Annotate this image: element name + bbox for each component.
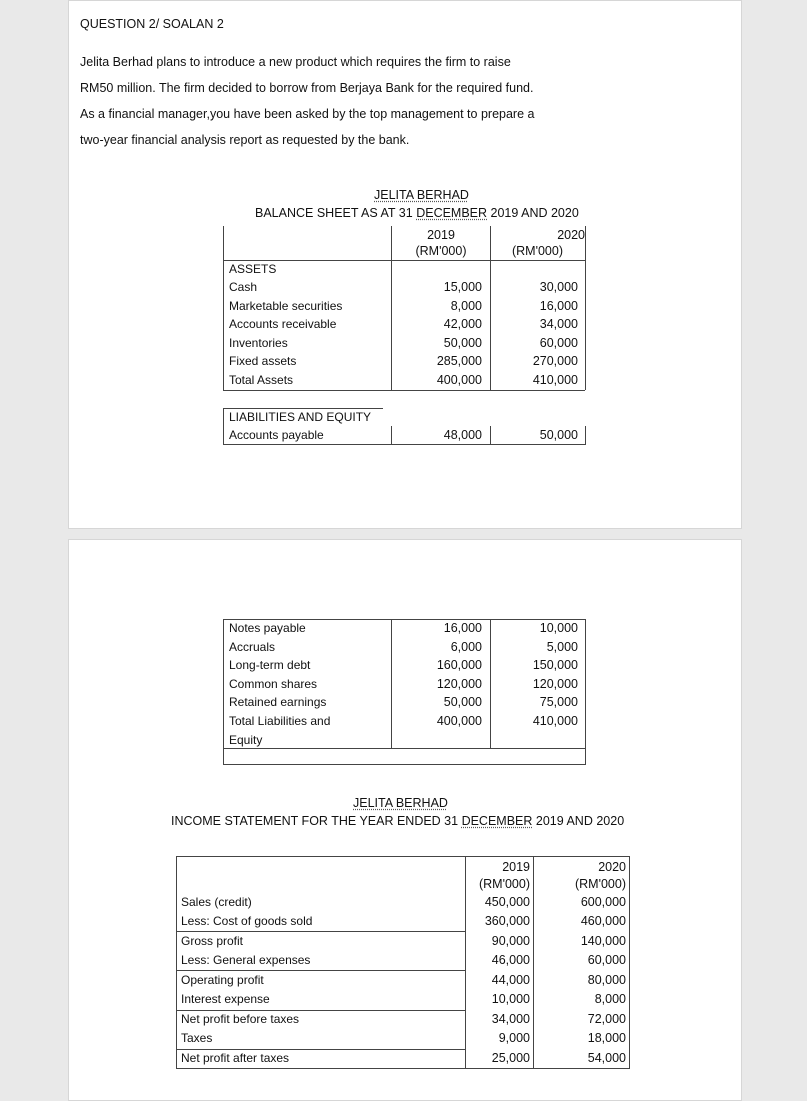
table-grid-line (490, 226, 491, 390)
is-row-label: Gross profit (181, 934, 244, 948)
bs-liab-row-label: Retained earnings (229, 695, 327, 709)
bs-asset-row-label: Total Assets (229, 373, 294, 387)
bs-liab-row-2020: 75,000 (539, 695, 578, 709)
table-grid-line (223, 390, 585, 391)
bs-asset-row-label: Marketable securities (229, 299, 343, 313)
table-grid-line (223, 444, 585, 445)
table-grid-line (176, 1049, 465, 1050)
bs-col-2020: 2020 (557, 228, 585, 242)
is-row-label: Net profit after taxes (181, 1051, 290, 1065)
is-row-2019: 9,000 (498, 1031, 530, 1045)
is-row-label: Taxes (181, 1031, 213, 1045)
bs-liab-row-label: Total Liabilities and (229, 714, 331, 728)
table-grid-line (490, 426, 491, 445)
is-row-2020: 8,000 (594, 992, 626, 1006)
bs-liab-row-2020: 150,000 (532, 658, 578, 672)
is-row-2019: 46,000 (491, 953, 530, 967)
bs-asset-row-2019: 8,000 (450, 299, 482, 313)
table-grid-line (629, 856, 630, 1069)
bs-asset-row-2020: 60,000 (539, 336, 578, 350)
is-row-label: Interest expense (181, 992, 270, 1006)
bs-asset-row-label: Cash (229, 280, 258, 294)
table-grid-line (223, 408, 224, 445)
is-col-2019: 2019 (502, 860, 530, 874)
bs-liab-row-2020: 410,000 (532, 714, 578, 728)
table-grid-line (391, 426, 392, 445)
is-row-2020: 18,000 (587, 1031, 626, 1045)
bs-accounts-payable-label: Accounts payable (229, 428, 324, 442)
document-page-1 (68, 0, 742, 529)
balance-sheet-company: JELITA BERHAD (374, 188, 469, 202)
bs-liab-row-label: Accruals (229, 640, 276, 654)
bs-asset-row-2019: 15,000 (443, 280, 482, 294)
table-grid-line (176, 856, 177, 1069)
is-row-2019: 360,000 (484, 914, 530, 928)
bs-liab-row-2020: 10,000 (539, 621, 578, 635)
is-row-2020: 54,000 (587, 1051, 626, 1065)
table-grid-line (223, 619, 585, 620)
table-grid-line (585, 619, 586, 765)
bs-asset-row-label: Fixed assets (229, 354, 297, 368)
is-row-label: Less: Cost of goods sold (181, 914, 313, 928)
is-row-2019: 44,000 (491, 973, 530, 987)
bs-liab-row-2020: 5,000 (546, 640, 578, 654)
is-row-2019: 450,000 (484, 895, 530, 909)
is-row-2019: 10,000 (491, 992, 530, 1006)
is-row-2020: 140,000 (580, 934, 626, 948)
bs-liab-row-2019: 50,000 (443, 695, 482, 709)
bs-asset-row-2020: 16,000 (539, 299, 578, 313)
table-grid-line (490, 619, 491, 748)
is-row-2020: 600,000 (580, 895, 626, 909)
bs-unit-2020: (RM'000) (511, 244, 563, 258)
income-statement-title: INCOME STATEMENT FOR THE YEAR ENDED 31 DECEMBER 2019 AND 2020 (171, 814, 625, 828)
bs-liab-row-2019: 6,000 (450, 640, 482, 654)
question-heading: QUESTION 2/ SOALAN 2 (80, 17, 224, 31)
balance-sheet-title: BALANCE SHEET AS AT 31 DECEMBER 2019 AND 2020 (255, 206, 579, 220)
table-grid-line (223, 619, 224, 765)
bs-asset-row-2019: 285,000 (436, 354, 482, 368)
bs-asset-row-label: Inventories (229, 336, 288, 350)
bs-liab-row-label: Common shares (229, 677, 318, 691)
table-grid-line (223, 764, 585, 765)
table-grid-line (533, 856, 534, 1069)
bs-asset-row-2019: 42,000 (443, 317, 482, 331)
table-grid-line (223, 408, 383, 409)
bs-asset-row-2020: 34,000 (539, 317, 578, 331)
bs-col-2019: 2019 (427, 228, 455, 242)
table-grid-line (223, 748, 585, 749)
table-grid-line (223, 260, 585, 261)
bs-accounts-payable-2019: 48,000 (443, 428, 482, 442)
bs-total-liab-label-cont: Equity (229, 733, 263, 747)
bs-liab-row-2019: 16,000 (443, 621, 482, 635)
bs-asset-row-2020: 410,000 (532, 373, 578, 387)
is-row-label: Net profit before taxes (181, 1012, 300, 1026)
table-grid-line (391, 619, 392, 748)
table-grid-line (465, 856, 466, 1069)
bs-asset-row-2019: 50,000 (443, 336, 482, 350)
is-unit-2020: (RM'000) (574, 877, 626, 891)
bs-unit-2019: (RM'000) (415, 244, 467, 258)
is-col-2020: 2020 (598, 860, 626, 874)
is-row-label: Operating profit (181, 973, 264, 987)
table-grid-line (176, 856, 629, 857)
is-row-2020: 80,000 (587, 973, 626, 987)
bs-liab-row-2019: 120,000 (436, 677, 482, 691)
table-grid-line (585, 226, 586, 390)
table-grid-line (223, 226, 224, 390)
table-grid-line (176, 970, 465, 971)
is-row-2019: 25,000 (491, 1051, 530, 1065)
bs-liab-row-label: Notes payable (229, 621, 306, 635)
bs-liab-row-label: Long-term debt (229, 658, 311, 672)
question-line-3: As a financial manager,you have been asked by the top management to prepare a (80, 107, 535, 121)
bs-asset-row-2019: 400,000 (436, 373, 482, 387)
is-row-2019: 90,000 (491, 934, 530, 948)
is-unit-2019: (RM'000) (478, 877, 530, 891)
question-line-4: two-year financial analysis report as requested by the bank. (80, 133, 410, 147)
is-row-2020: 60,000 (587, 953, 626, 967)
question-line-1: Jelita Berhad plans to introduce a new product which requires the firm to raise (80, 55, 511, 69)
is-row-label: Less: General expenses (181, 953, 311, 967)
table-grid-line (391, 226, 392, 390)
table-grid-line (176, 1068, 629, 1069)
table-grid-line (585, 426, 586, 445)
bs-liab-row-2019: 160,000 (436, 658, 482, 672)
is-row-label: Sales (credit) (181, 895, 252, 909)
table-grid-line (176, 931, 465, 932)
is-row-2019: 34,000 (491, 1012, 530, 1026)
bs-liab-heading: LIABILITIES AND EQUITY (229, 410, 372, 424)
bs-liab-row-2020: 120,000 (532, 677, 578, 691)
bs-liab-row-2019: 400,000 (436, 714, 482, 728)
question-line-2: RM50 million. The firm decided to borrow from Berjaya Bank for the required fund. (80, 81, 534, 95)
income-statement-company: JELITA BERHAD (353, 796, 448, 810)
bs-assets-heading: ASSETS (229, 262, 277, 276)
bs-accounts-payable-2020: 50,000 (539, 428, 578, 442)
is-row-2020: 72,000 (587, 1012, 626, 1026)
bs-asset-row-2020: 270,000 (532, 354, 578, 368)
bs-asset-row-2020: 30,000 (539, 280, 578, 294)
bs-asset-row-label: Accounts receivable (229, 317, 337, 331)
is-row-2020: 460,000 (580, 914, 626, 928)
table-grid-line (176, 1010, 465, 1011)
